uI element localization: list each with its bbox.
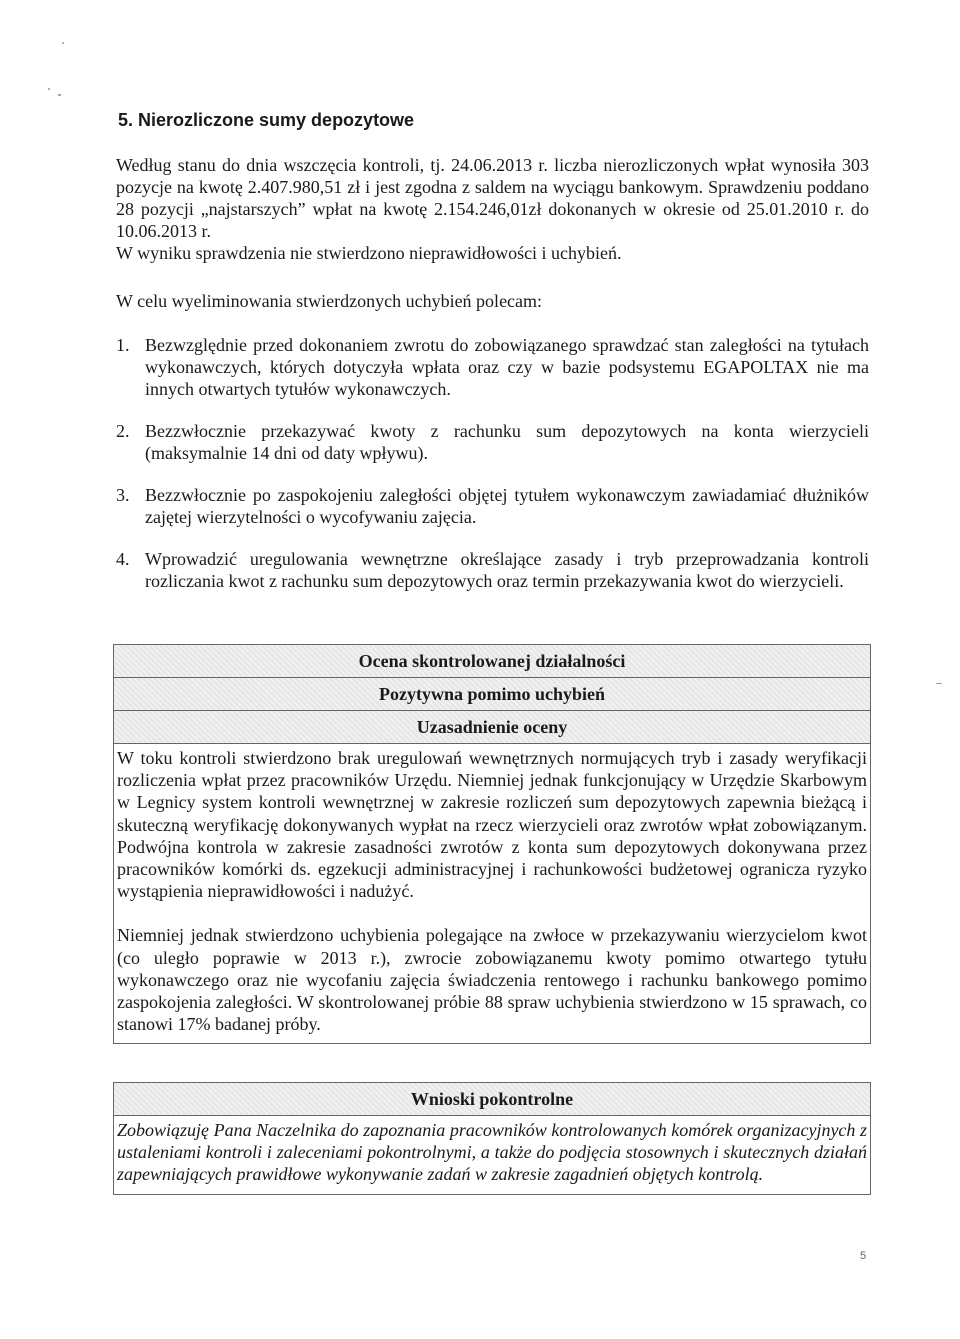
- conclusions-header: Wnioski pokontrolne: [114, 1083, 870, 1116]
- list-item: [116, 484, 869, 528]
- list-item: [116, 334, 869, 400]
- justification-paragraph: Niemniej jednak stwierdzono uchybienia polegające na zwłoce w przekazywaniu wierzycielom kwot (co uległo poprawie w 2013 r.), zwrocie zobowiązanemu kwoty pomimo otwartego tytułu wykonawczego oraz nie wycofaniu zajęcia świadczenia rentowego i rachunku bankowego pomimo zaspokojenia zaległości. W skontrolowanej próbie 88 spraw uchybienia stwierdzono w 15 sprawach, co stanowi 17% badanej próby.: [117, 925, 867, 1035]
- section-intro: [116, 154, 869, 264]
- list-number: 1.: [116, 335, 130, 355]
- conclusions-paragraph: Zobowiązuję Pana Naczelnika do zapoznania pracowników kontrolowanych komórek organizacyjnych z ustaleniami kontroli i zaleceniami pokontrolnymi, a także do podjęcia stosownych i skutecznych działań zapewniających prawidłowe wykonywanie zadań w zakresie zagadnień objętych kontrolą.: [117, 1120, 867, 1185]
- list-item: [116, 420, 869, 464]
- list-number: 2.: [116, 421, 130, 441]
- list-number: 4.: [116, 549, 130, 569]
- assessment-rating: Pozytywna pomimo uchybień: [114, 678, 870, 711]
- recommendation-intro: W celu wyeliminowania stwierdzonych uchybień polecam:: [116, 291, 543, 311]
- conclusions-body: [114, 1116, 870, 1194]
- recommendation-list: [116, 334, 869, 592]
- assessment-box: [113, 644, 871, 1044]
- list-number: 3.: [116, 485, 130, 505]
- assessment-header: Ocena skontrolowanej działalności: [114, 645, 870, 678]
- scan-speck: [48, 88, 50, 90]
- page-number: 5: [860, 1250, 867, 1262]
- justification-paragraph: W toku kontroli stwierdzono brak uregulowań wewnętrznych normujących tryb i zasady weryfikacji rozliczenia wpłat przez pracowników Urzędu. Niemniej jednak funkcjonujący w Urzędzie Skarbowym w Legnicy system kontroli wewnętrznej w zakresie rozliczeń sum depozytowych zapewnia bieżącą i skuteczną weryfikację dokonywanych wypłat na rzecz wierzycieli oraz zwrotów wpłat zobowiązanym. Podwójna kontrola w zakresie zasadności zwrotów z konta sum depozytowych dokonywana przez pracowników komórki ds. egzekucji administracyjnej i rachunkowości budżetowej ogranicza ryzyko wystąpienia nieprawidłowości i nadużyć.: [117, 748, 867, 902]
- list-item: [116, 548, 869, 592]
- section-heading: 5. Nierozliczone sumy depozytowe: [118, 110, 415, 130]
- intro-paragraph: Według stanu do dnia wszczęcia kontroli, tj. 24.06.2013 r. liczba nierozliczonych wpłat wynosiła 303 pozycje na kwotę 2.407.980,51 zł i jest zgodna z saldem na wyciągu bankowym. Sprawdzeniu poddano 28 pozycji „najstarszych” wpłat na kwotę 2.154.246,01zł dokonanych w okresie od 25.01.2010 r. do 10.06.2013 r.: [116, 155, 869, 241]
- justification-header: Uzasadnienie oceny: [114, 711, 870, 744]
- list-item-text: Wprowadzić uregulowania wewnętrzne określające zasady i tryb przeprowadzania kontroli rozliczania kwot z rachunku sum depozytowych oraz termin przekazywania kwot do wierzycieli.: [145, 549, 869, 591]
- scan-speck: [58, 94, 61, 96]
- scan-speck: [936, 683, 942, 684]
- list-item-text: Bezzwłocznie po zaspokojeniu zaległości objętej tytułem wykonawczym zawiadamiać dłużników zajętej wierzytelności o wycofywaniu zajęcia.: [145, 485, 869, 527]
- no-irregularities-paragraph: W wyniku sprawdzenia nie stwierdzono nieprawidłowości i uchybień.: [116, 243, 622, 263]
- conclusions-box: [113, 1082, 871, 1195]
- justification-body: [114, 744, 870, 1043]
- scan-speck: [62, 42, 64, 44]
- list-item-text: Bezwzględnie przed dokonaniem zwrotu do zobowiązanego sprawdzać stan zaległości na tytułach wykonawczych, których dotyczyła wpłata oraz czy w bazie podsystemu EGAPOLTAX nie ma innych otwartych tytułów wykonawczych.: [145, 335, 869, 399]
- list-item-text: Bezzwłocznie przekazywać kwoty z rachunku sum depozytowych na konta wierzycieli (maksymalnie 14 dni od daty wpływu).: [145, 421, 869, 463]
